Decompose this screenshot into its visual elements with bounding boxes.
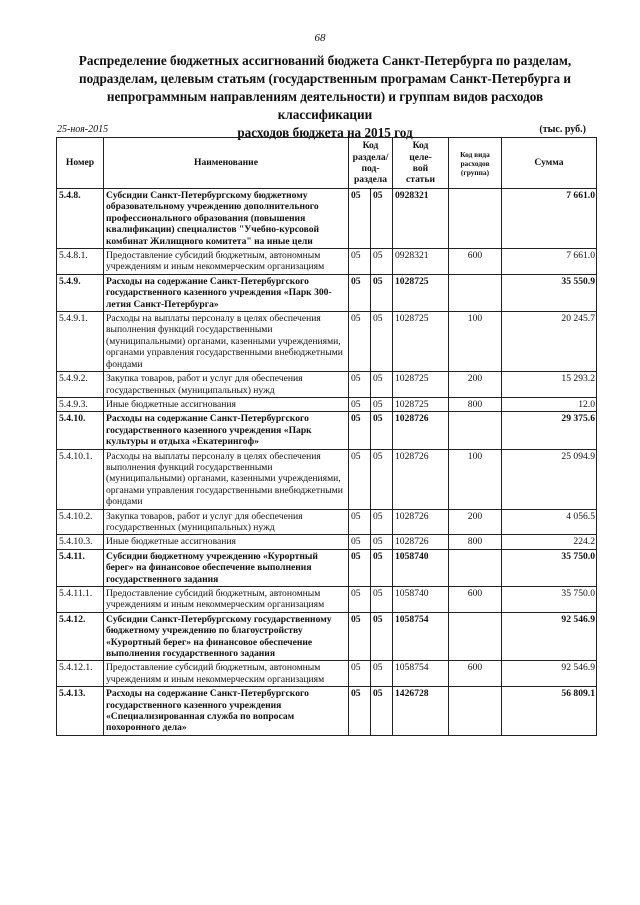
row-name: Предоставление субсидий бюджетным, автономным учреждениям и иным некоммерческим организациям bbox=[104, 249, 349, 275]
row-name: Расходы на содержание Санкт-Петербургского государственного казенного учреждения «Специализированная служба по вопросам похоронного дела» bbox=[104, 687, 349, 736]
row-number: 5.4.12. bbox=[57, 612, 104, 661]
table-row bbox=[57, 397, 597, 411]
row-section-code: 05 bbox=[349, 312, 371, 372]
row-expense-group: 800 bbox=[449, 397, 502, 411]
header-line: раздела/ bbox=[352, 151, 389, 163]
row-name: Предоставление субсидий бюджетным, автономным учреждениям и иным некоммерческим организациям bbox=[104, 587, 349, 613]
row-expense-group bbox=[449, 274, 502, 311]
header-expense-group bbox=[449, 138, 502, 189]
row-subsection-code: 05 bbox=[371, 312, 393, 372]
row-sum: 25 094.9 bbox=[502, 449, 597, 509]
row-name: Закупка товаров, работ и услуг для обеспечения государственных (муниципальных) нужд bbox=[104, 509, 349, 535]
table-row bbox=[57, 661, 597, 687]
header-line: расходов bbox=[460, 158, 490, 168]
row-article-code: 0928321 bbox=[393, 189, 449, 249]
row-subsection-code: 05 bbox=[371, 661, 393, 687]
table-row bbox=[57, 372, 597, 398]
row-section-code: 05 bbox=[349, 249, 371, 275]
row-article-code: 1058754 bbox=[393, 661, 449, 687]
row-section-code: 05 bbox=[349, 661, 371, 687]
table-row bbox=[57, 312, 597, 372]
row-expense-group bbox=[449, 412, 502, 449]
row-section-code: 05 bbox=[349, 687, 371, 736]
row-article-code: 1028726 bbox=[393, 449, 449, 509]
row-expense-group bbox=[449, 549, 502, 586]
row-section-code: 05 bbox=[349, 372, 371, 398]
row-sum: 15 293.2 bbox=[502, 372, 597, 398]
row-expense-group: 600 bbox=[449, 661, 502, 687]
title-line: подразделам, целевым статьям (государственным програмам Санкт-Петербурга и bbox=[78, 71, 571, 86]
row-sum: 35 550.9 bbox=[502, 274, 597, 311]
row-subsection-code: 05 bbox=[371, 549, 393, 586]
title-line: Распределение бюджетных ассигнований бюджета Санкт-Петербурга по разделам, bbox=[78, 53, 572, 68]
table-row bbox=[57, 612, 597, 661]
row-sum: 35 750.0 bbox=[502, 587, 597, 613]
row-sum: 92 546.9 bbox=[502, 612, 597, 661]
row-name: Расходы на содержание Санкт-Петербургского государственного казенного учреждения «Парк 300-летия Санкт-Петербурга» bbox=[104, 274, 349, 311]
row-name: Расходы на содержание Санкт-Петербургского государственного казенного учреждения «Парк культуры и отдыха «Екатерингоф» bbox=[104, 412, 349, 449]
row-sum: 20 245.7 bbox=[502, 312, 597, 372]
row-section-code: 05 bbox=[349, 509, 371, 535]
row-subsection-code: 05 bbox=[371, 189, 393, 249]
row-name: Расходы на выплаты персоналу в целях обеспечения выполнения функций государственными (муниципальными) органами, казенными учреждениями, органами управления государственными внебюджетными фондами bbox=[104, 449, 349, 509]
header-line: Код bbox=[362, 140, 379, 152]
row-article-code: 1028725 bbox=[393, 312, 449, 372]
header-line: раздела bbox=[353, 174, 388, 186]
header-number: Номер bbox=[57, 138, 104, 189]
row-sum: 35 750.0 bbox=[502, 549, 597, 586]
row-number: 5.4.10.1. bbox=[57, 449, 104, 509]
header-section-code bbox=[349, 138, 393, 189]
row-section-code: 05 bbox=[349, 587, 371, 613]
row-subsection-code: 05 bbox=[371, 249, 393, 275]
table-row bbox=[57, 587, 597, 613]
row-article-code: 1028725 bbox=[393, 274, 449, 311]
row-subsection-code: 05 bbox=[371, 509, 393, 535]
row-subsection-code: 05 bbox=[371, 372, 393, 398]
row-sum: 7 661.0 bbox=[502, 189, 597, 249]
row-article-code: 1426728 bbox=[393, 687, 449, 736]
row-article-code: 1058754 bbox=[393, 612, 449, 661]
row-subsection-code: 05 bbox=[371, 449, 393, 509]
row-section-code: 05 bbox=[349, 397, 371, 411]
table-row bbox=[57, 535, 597, 549]
row-number: 5.4.10. bbox=[57, 412, 104, 449]
row-name: Закупка товаров, работ и услуг для обеспечения государственных (муниципальных) нужд bbox=[104, 372, 349, 398]
header-line: (группа) bbox=[460, 167, 490, 177]
header-line: под- bbox=[361, 163, 380, 174]
row-section-code: 05 bbox=[349, 612, 371, 661]
title-line: непрограммным направлениям деятельности) и группам видов расходов классификации bbox=[106, 89, 544, 122]
header-line: Код bbox=[412, 140, 429, 152]
row-expense-group: 600 bbox=[449, 587, 502, 613]
row-article-code: 1058740 bbox=[393, 549, 449, 586]
document-date: 25-ноя-2015 bbox=[57, 124, 109, 135]
row-section-code: 05 bbox=[349, 549, 371, 586]
table-row bbox=[57, 274, 597, 311]
row-subsection-code: 05 bbox=[371, 397, 393, 411]
row-expense-group bbox=[449, 612, 502, 661]
row-number: 5.4.11.1. bbox=[57, 587, 104, 613]
row-expense-group bbox=[449, 687, 502, 736]
row-article-code: 1028725 bbox=[393, 397, 449, 411]
table-row bbox=[57, 687, 597, 736]
row-number: 5.4.11. bbox=[57, 549, 104, 586]
units-label: (тыс. руб.) bbox=[539, 124, 586, 135]
table-row bbox=[57, 509, 597, 535]
row-subsection-code: 05 bbox=[371, 274, 393, 311]
header-line: целе- bbox=[409, 151, 432, 163]
row-section-code: 05 bbox=[349, 535, 371, 549]
row-expense-group: 200 bbox=[449, 509, 502, 535]
row-number: 5.4.9.3. bbox=[57, 397, 104, 411]
row-article-code: 1028726 bbox=[393, 509, 449, 535]
row-subsection-code: 05 bbox=[371, 612, 393, 661]
row-subsection-code: 05 bbox=[371, 687, 393, 736]
header-line: Код вида bbox=[460, 149, 490, 159]
row-sum: 56 809.1 bbox=[502, 687, 597, 736]
row-article-code: 1028726 bbox=[393, 412, 449, 449]
row-number: 5.4.13. bbox=[57, 687, 104, 736]
row-expense-group: 800 bbox=[449, 535, 502, 549]
header-line: вой bbox=[412, 163, 429, 174]
row-name: Иные бюджетные ассигнования bbox=[104, 535, 349, 549]
table-row bbox=[57, 412, 597, 449]
row-number: 5.4.8.1. bbox=[57, 249, 104, 275]
row-article-code: 1028725 bbox=[393, 372, 449, 398]
row-sum: 92 546.9 bbox=[502, 661, 597, 687]
row-number: 5.4.9.1. bbox=[57, 312, 104, 372]
budget-table bbox=[56, 137, 597, 736]
row-sum: 12.0 bbox=[502, 397, 597, 411]
row-subsection-code: 05 bbox=[371, 587, 393, 613]
header-article-code bbox=[393, 138, 449, 189]
header-name: Наименование bbox=[104, 138, 349, 189]
row-sum: 224.2 bbox=[502, 535, 597, 549]
row-expense-group: 100 bbox=[449, 312, 502, 372]
row-sum: 4 056.5 bbox=[502, 509, 597, 535]
row-name: Расходы на выплаты персоналу в целях обеспечения выполнения функций государственными (муниципальными) органами, казенными учреждениями, органами управления государственными внебюджетными фондами bbox=[104, 312, 349, 372]
row-number: 5.4.10.2. bbox=[57, 509, 104, 535]
table-row bbox=[57, 189, 597, 249]
table-row bbox=[57, 249, 597, 275]
row-name: Субсидии Санкт-Петербургскому государственному бюджетному учреждению по благоустройству «Курортный берег» на финансовое обеспечение выполнения государственного задания bbox=[104, 612, 349, 661]
row-name: Иные бюджетные ассигнования bbox=[104, 397, 349, 411]
header-sum: Сумма bbox=[502, 138, 597, 189]
title-line: расходов бюджета на 2015 год bbox=[237, 125, 413, 140]
row-expense-group: 100 bbox=[449, 449, 502, 509]
row-section-code: 05 bbox=[349, 449, 371, 509]
row-section-code: 05 bbox=[349, 189, 371, 249]
row-name: Субсидии бюджетному учреждению «Курортный берег» на финансовое обеспечение выполнения государственного задания bbox=[104, 549, 349, 586]
row-article-code: 0928321 bbox=[393, 249, 449, 275]
row-name: Предоставление субсидий бюджетным, автономным учреждениям и иным некоммерческим организациям bbox=[104, 661, 349, 687]
row-article-code: 1028726 bbox=[393, 535, 449, 549]
row-expense-group: 200 bbox=[449, 372, 502, 398]
page-number: 68 bbox=[314, 32, 326, 44]
table-header-row bbox=[57, 138, 597, 189]
row-subsection-code: 05 bbox=[371, 535, 393, 549]
row-name: Субсидии Санкт-Петербургскому бюджетному образовательному учреждению дополнительного профессионального образования (повышения квалификации) специалистов "Учебно-курсовой комбинат Жилищного комитета" на иные цели bbox=[104, 189, 349, 249]
row-number: 5.4.10.3. bbox=[57, 535, 104, 549]
row-sum: 29 375.6 bbox=[502, 412, 597, 449]
row-section-code: 05 bbox=[349, 412, 371, 449]
row-section-code: 05 bbox=[349, 274, 371, 311]
table-row bbox=[57, 449, 597, 509]
row-number: 5.4.9. bbox=[57, 274, 104, 311]
row-number: 5.4.9.2. bbox=[57, 372, 104, 398]
row-number: 5.4.8. bbox=[57, 189, 104, 249]
row-number: 5.4.12.1. bbox=[57, 661, 104, 687]
row-expense-group bbox=[449, 189, 502, 249]
row-expense-group: 600 bbox=[449, 249, 502, 275]
document-title bbox=[60, 52, 590, 142]
row-subsection-code: 05 bbox=[371, 412, 393, 449]
row-article-code: 1058740 bbox=[393, 587, 449, 613]
row-sum: 7 661.0 bbox=[502, 249, 597, 275]
table-body bbox=[57, 189, 597, 736]
table-row bbox=[57, 549, 597, 586]
header-line: статьи bbox=[406, 174, 435, 186]
